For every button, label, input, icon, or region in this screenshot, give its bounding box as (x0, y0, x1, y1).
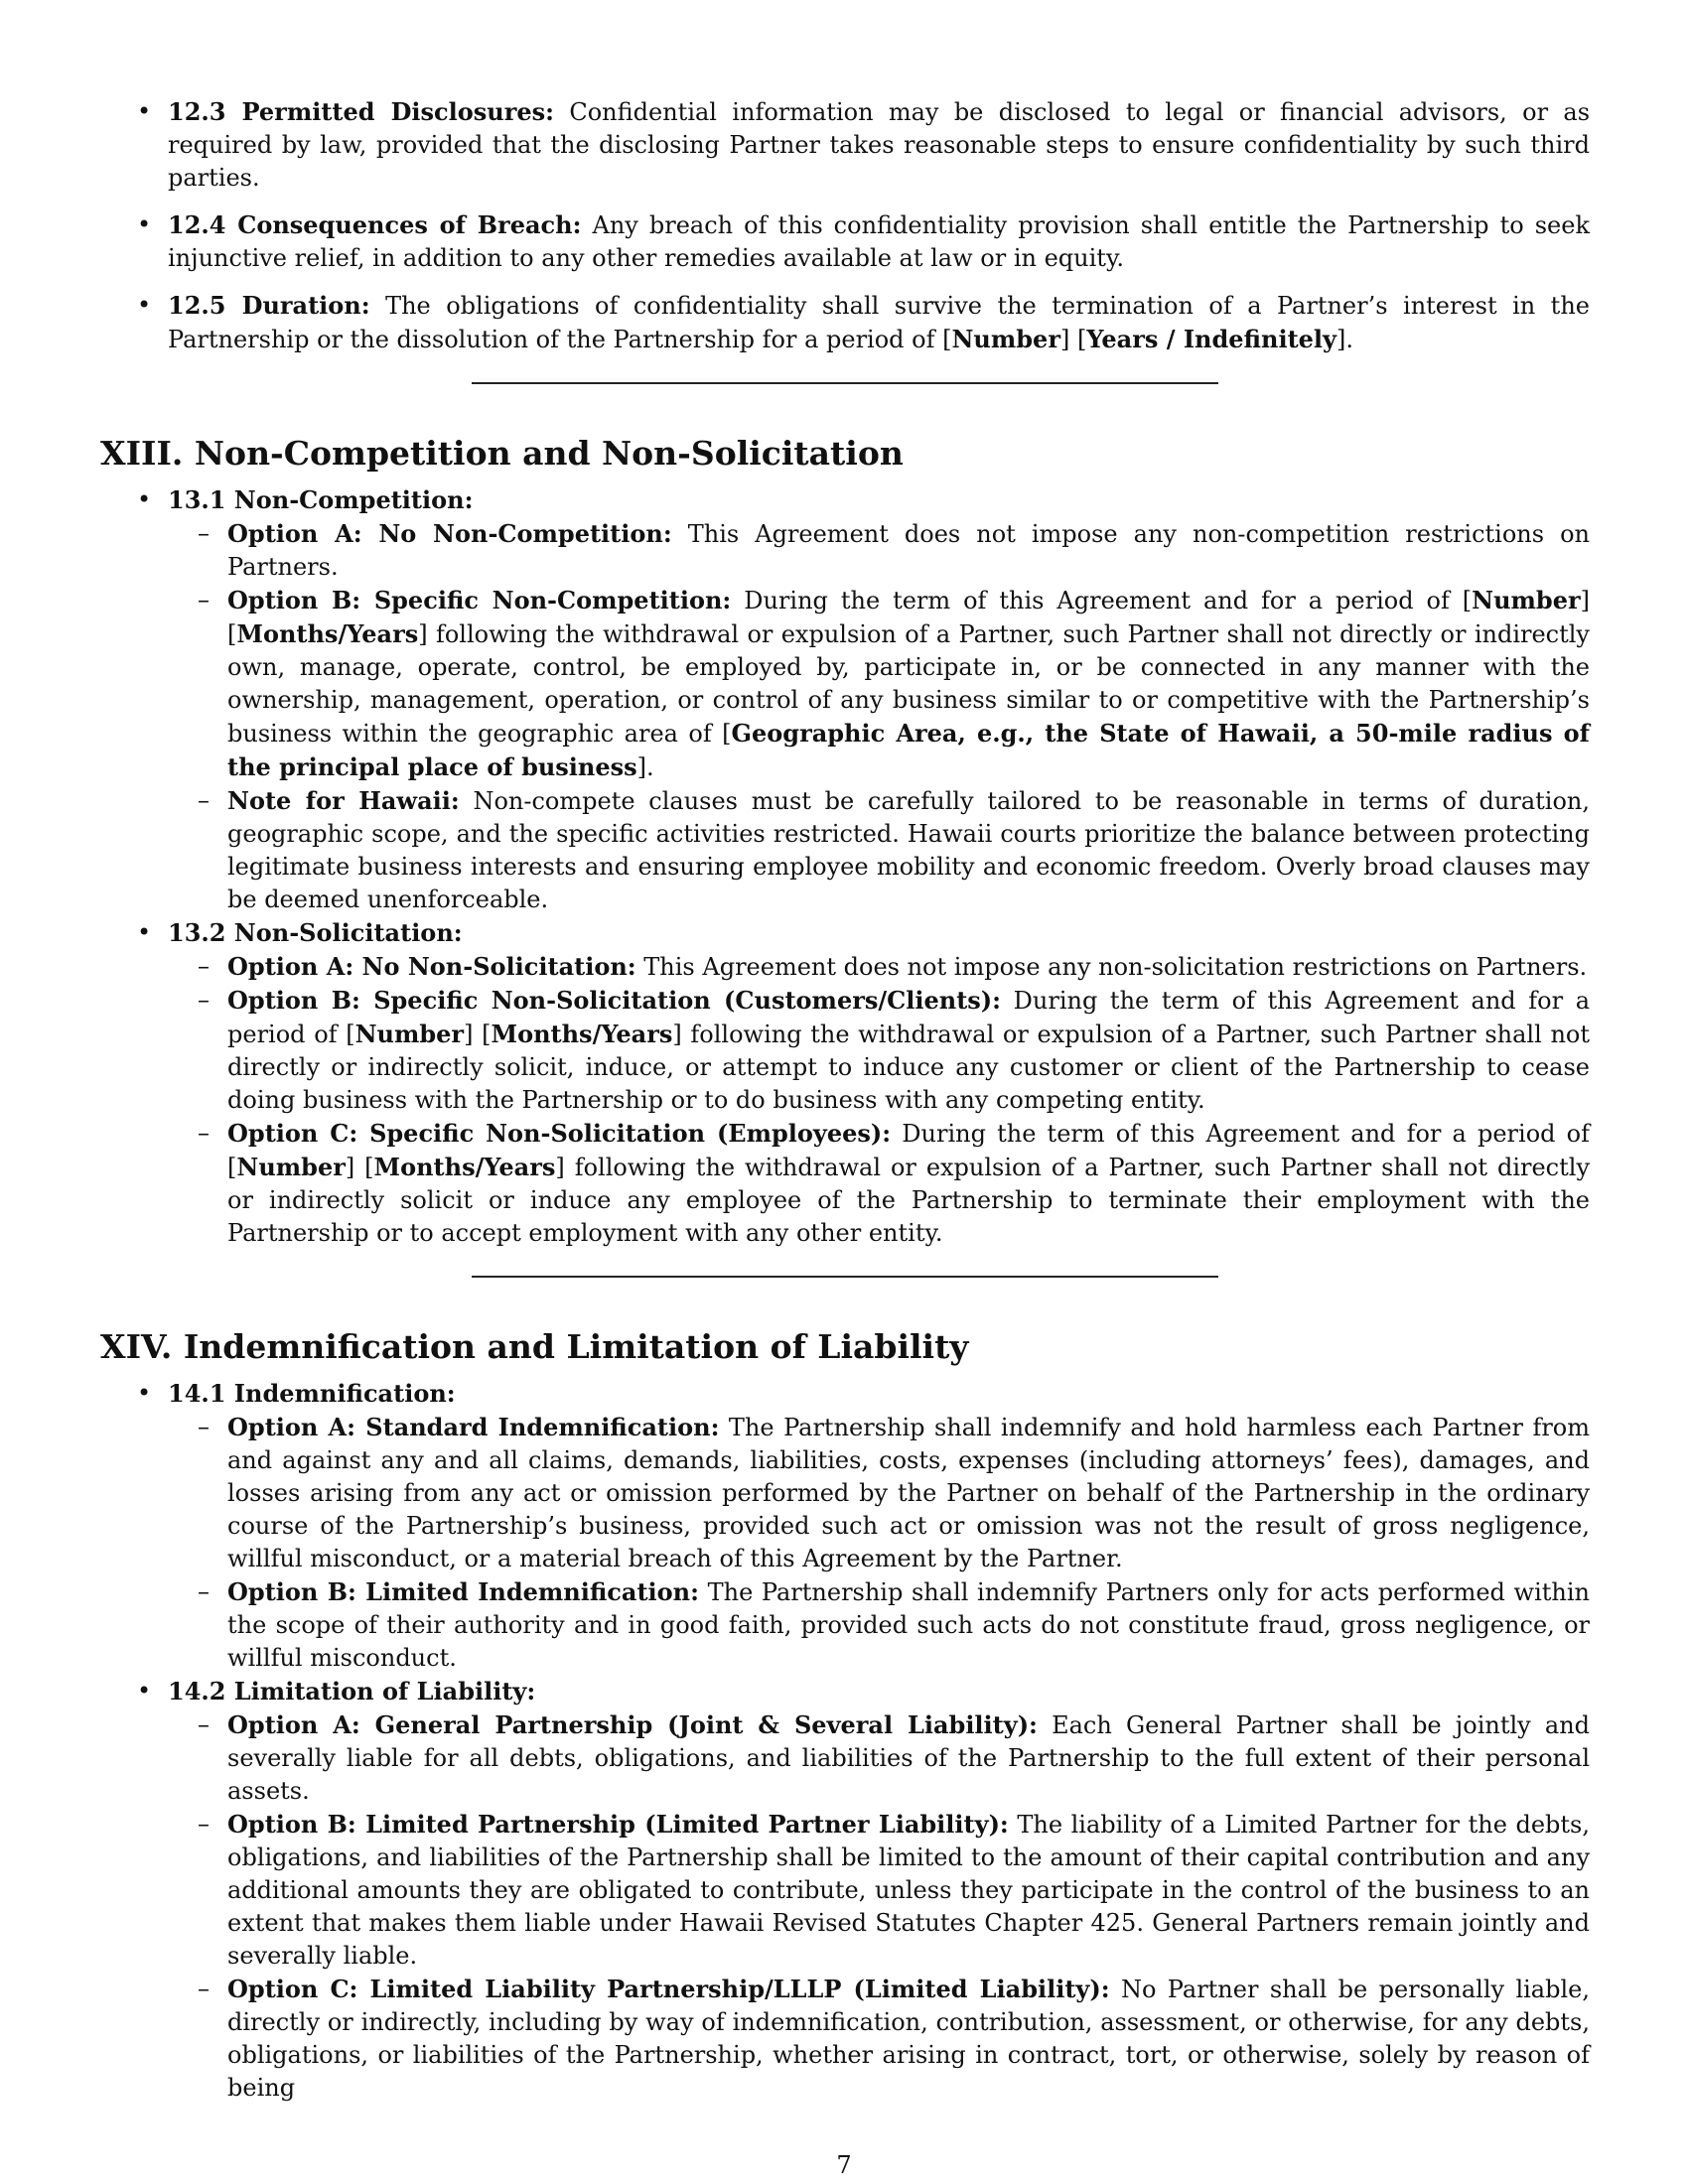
option-text: ] [ (345, 1154, 374, 1181)
option-heading: Option B: Specific Non-Competition: (227, 586, 732, 614)
placeholder-term: Geographic Area, e.g., the State of Hawaii, a 50-mile radius of the principal place of business (227, 719, 1590, 781)
clause-text: ] [ (1059, 326, 1087, 353)
clause-13-2 (100, 916, 1590, 1250)
option-text: ] [ (227, 587, 1590, 648)
clause-12-4 (100, 208, 1590, 275)
placeholder-term: Number (951, 325, 1060, 353)
option-list (168, 950, 1590, 1250)
option-heading: Option A: No Non-Solicitation: (227, 952, 636, 981)
option-heading: Option B: Limited Indemnification: (227, 1577, 699, 1606)
option-heading: Option B: Limited Partnership (Limited Partner Liability): (227, 1810, 1009, 1839)
clause-text: The obligations of confidentiality shall survive the termination of a Partner’s interest in the Partnership or the dissolution of the Partnership for a period of [ (168, 292, 1590, 353)
clause-text: ]. (1336, 326, 1353, 353)
placeholder-term: Years / Indefinitely (1086, 325, 1336, 353)
clause-heading: 12.4 Consequences of Breach: (168, 210, 582, 239)
clause-heading: 14.2 Limitation of Liability: (168, 1677, 536, 1706)
option-item (168, 784, 1590, 916)
clause-text: Confidential information may be disclosed to legal or financial advisors, or as required by law, provided that the disclosing Partner takes reasonable steps to ensure confidentiality by such third parties. (168, 98, 1591, 192)
clause-heading: 13.2 Non-Solicitation: (168, 918, 463, 947)
option-text: During the term of this Agreement and for a period of [ (731, 587, 1473, 614)
option-text: ] following the withdrawal or expulsion of a Partner, such Partner shall not directly or indirectly own, manage, operate, control, be employed by, participate in, or be connected in any manner with the ownership, management, operation, or control of any business similar to or competitive with the Partnership’s business within the geographic area of [ (227, 620, 1590, 748)
clause-heading: 14.1 Indemnification: (168, 1379, 456, 1408)
section-13-list (100, 483, 1590, 1250)
option-text: Each General Partner shall be jointly and severally liable for all debts, obligations, and liabilities of the Partnership to the full extent of their personal assets. (227, 1711, 1591, 1805)
placeholder-term: Number (354, 1020, 465, 1048)
placeholder-term: Months/Years (491, 1020, 673, 1048)
section-14-list (100, 1377, 1590, 2105)
section-12-list (100, 95, 1590, 356)
option-text: The liability of a Limited Partner for the debts, obligations, and liabilities of the Partnership shall be limited to the amount of their capital contribution and any additional amounts they are obligated to contribute, unless they participate in the control of the business to an extent that makes them liable under Hawaii Revised Statutes Chapter 425. General Partners remain jointly and severally liable. (227, 1811, 1590, 1970)
clause-text: Any breach of this confidentiality provision shall entitle the Partnership to seek injunctive relief, in addition to any other remedies available at law or in equity. (168, 211, 1590, 272)
placeholder-term: Months/Years (373, 1153, 556, 1181)
option-heading: Option C: Limited Liability Partnership/LLLP (Limited Liability): (227, 1975, 1110, 2003)
option-list (168, 517, 1590, 916)
option-list (168, 1708, 1590, 2105)
section-divider (472, 1276, 1218, 1278)
option-item (168, 1973, 1590, 2105)
placeholder-term: Number (1472, 586, 1581, 614)
clause-14-1 (100, 1377, 1590, 1675)
option-text: ] [ (464, 1021, 492, 1048)
clause-heading: 13.1 Non-Competition: (168, 485, 474, 514)
placeholder-term: Number (236, 1153, 346, 1181)
option-item (168, 1411, 1590, 1575)
option-text: No Partner shall be personally liable, directly or indirectly, including by way of indemnification, contribution, assessment, or otherwise, for any debts, obligations, or liabilities of the Partnership, whether arising in contract, tort, or otherwise, solely by reason of being (227, 1976, 1590, 2102)
option-heading: Option A: General Partnership (Joint & Several Liability): (227, 1710, 1038, 1739)
section-13-title: XIII. Non-Competition and Non-Solicitation (100, 434, 904, 473)
option-item (168, 950, 1590, 984)
option-list (168, 1411, 1590, 1675)
section-14-title: XIV. Indemnification and Limitation of Liability (100, 1327, 969, 1366)
option-text: During the term of this Agreement and for a period of [ (227, 987, 1591, 1048)
clause-14-2 (100, 1675, 1590, 2105)
option-heading: Option B: Specific Non-Solicitation (Customers/Clients): (227, 986, 1002, 1015)
option-item (168, 1808, 1590, 1973)
option-text: The Partnership shall indemnify and hold harmless each Partner from and against any and all claims, demands, liabilities, costs, expenses (including attorneys’ fees), damages, and losses arising from any act or omission performed by the Partner on behalf of the Partnership in the ordinary course of the Partnership’s business, provided such act or omission was not the result of gross negligence, willful misconduct, or a material breach of this Agreement by the Partner. (227, 1414, 1591, 1572)
clause-13-1 (100, 483, 1590, 916)
option-text: ] following the withdrawal or expulsion of a Partner, such Partner shall not directly or indirectly solicit, induce, or attempt to induce any customer or client of the Partnership to cease doing business with the Partnership or to do business with any competing entity. (227, 1021, 1591, 1114)
clause-heading: 12.3 Permitted Disclosures: (168, 97, 555, 126)
option-item (168, 517, 1590, 584)
note-heading: Note for Hawaii: (227, 786, 460, 815)
option-item (168, 1575, 1590, 1675)
clause-12-3 (100, 95, 1590, 195)
clause-12-5 (100, 289, 1590, 356)
option-item (168, 1117, 1590, 1250)
option-text: This Agreement does not impose any non-solicitation restrictions on Partners. (635, 953, 1588, 981)
option-heading: Option C: Specific Non-Solicitation (Employees): (227, 1119, 892, 1148)
placeholder-term: Months/Years (236, 619, 419, 648)
clause-heading: 12.5 Duration: (168, 291, 370, 320)
document-page (100, 95, 1590, 2105)
option-item (168, 984, 1590, 1117)
option-text: The Partnership shall indemnify Partners only for acts performed within the scope of their authority and in good faith, provided such acts do not constitute fraud, gross negligence, or willful misconduct. (227, 1578, 1590, 1672)
section-divider (472, 382, 1218, 384)
page-number: 7 (836, 2151, 852, 2179)
option-text: ] following the withdrawal or expulsion of a Partner, such Partner shall not directly or indirectly solicit or induce any employee of the Partnership to terminate their employment with the Partnership or to accept employment with any other entity. (227, 1154, 1590, 1247)
option-text: ]. (636, 753, 654, 781)
option-heading: Option A: No Non-Competition: (227, 519, 672, 548)
option-heading: Option A: Standard Indemnification: (227, 1413, 720, 1441)
option-item (168, 1708, 1590, 1808)
option-text: This Agreement does not impose any non-competition restrictions on Partners. (227, 520, 1590, 581)
option-item (168, 584, 1590, 784)
note-text: Non-compete clauses must be carefully tailored to be reasonable in terms of duration, geographic scope, and the specific activities restricted. Hawaii courts prioritize the balance between protecting legitimate business interests and ensuring employee mobility and economic freedom. Overly broad clauses may be deemed unenforceable. (227, 787, 1590, 913)
option-text: During the term of this Agreement and for a period of [ (227, 1120, 1590, 1181)
